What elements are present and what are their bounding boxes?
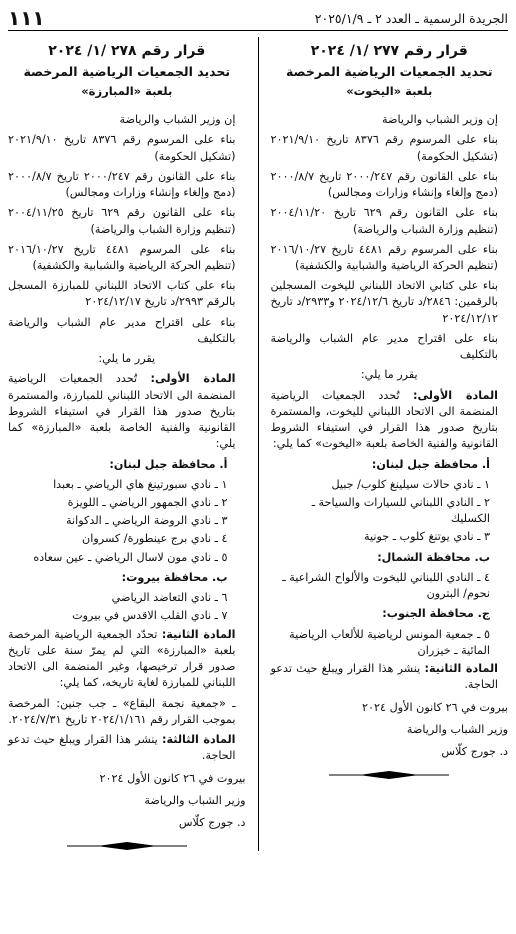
article-2: [271, 661, 509, 693]
reference-line: بناء على اقتراح مدير عام الشباب والرياضة بالتكليف: [270, 331, 498, 362]
section-heading: ج. محافظة الجنوب:: [382, 607, 490, 621]
article-label: المادة الثانية:: [161, 627, 236, 641]
decision-subtitle: تحديد الجمعيات الرياضية المرخصة: [285, 64, 493, 80]
signer-title: وزير الشباب والرياضة: [144, 793, 246, 807]
article-label: المادة الأولى:: [150, 372, 236, 386]
reference-line: بناء على كتابي الاتحاد اللبناني لليخوت المسجلين بالرقمين: ٢٨٤٦/د تاريخ ٢٠٢٤/١٢/٦ و٢٩٣٣/د تاريخ ٢٠٢٤/١٢/١٢: [270, 279, 498, 325]
article-3: [8, 732, 246, 764]
decision-sport: بلعبة «اليخوت»: [346, 84, 433, 99]
reference-line: بناء على كتاب الاتحاد اللبناني للمبارزة المسجل بالرقم ٢٩٩٣/د تاريخ ٢٠٢٤/١٢/١٧: [8, 279, 236, 309]
section-heading: أ. محافظة جبل لبنان:: [109, 457, 228, 471]
reference-line: بناء على القانون رقم ٢٠٠٠/٢٤٧ تاريخ ٢٠٠٠/٨/٧ (دمج وإلغاء وإنشاء وزارات ومجالس): [8, 169, 236, 200]
club-item: ١ ـ نادي حالات سيلينغ كلوب/ جبيل: [331, 477, 490, 491]
article-label: المادة الثالثة:: [162, 733, 236, 747]
article-1: [271, 388, 509, 453]
authority-line: إن وزير الشباب والرياضة: [119, 113, 236, 127]
article-text: تُحدد الجمعيات الرياضية المنضمة الى الاتحاد اللبناني لليخوت، والمستمرة بتاريخ صدور هذا القرار في استيفاء الشروط القانونية والفنية الخاصة بلعبة «اليخوت» كما يلي:: [270, 388, 498, 451]
article-text: تُحدد الجمعيات الرياضية المنضمة الى الاتحاد اللبناني للمبارزة، والمستمرة بتاريخ صدور هذا القرار في استيفاء الشروط القانونية والفنية الخاصة بلعبة «المبارزة» كما يلي:: [8, 372, 236, 451]
signer-name: د. جورج كلّاس: [441, 745, 508, 759]
article-text: تحدّد الجمعية الرياضية المرخصة بلعبة «المبارزة» التي لم يمرّ سنة على تاريخ صدور قرار ترخيصها، وغير المنضمة الى الاتحاد اللبناني للمبارزة لغاية تاريخه، كما يلي:: [8, 627, 236, 690]
reference-line: بناء على المرسوم رقم ٨٣٧٦ تاريخ ٢٠٢١/٩/١٠ (تشكيل الحكومة): [270, 133, 498, 163]
decision-277: [263, 37, 509, 851]
place-date: بيروت في ٢٦ كانون الأول ٢٠٢٤: [99, 771, 246, 785]
club-item: ٣ ـ نادي يوتنغ كلوب ـ جونية: [363, 530, 490, 544]
signer-name: د. جورج كلّاس: [178, 816, 246, 829]
decides-line: يقرر ما يلي:: [98, 352, 156, 366]
section-heading: ب. محافظة بيروت:: [121, 570, 228, 584]
article-label: المادة الأولى:: [413, 388, 498, 402]
reference-line: بناء على القانون رقم ٢٠٠٠/٢٤٧ تاريخ ٢٠٠٠/٨/٧ (دمج وإلغاء وإنشاء وزارات ومجالس): [270, 169, 498, 200]
article-label: المادة الثانية:: [424, 662, 498, 676]
article-text: ينشر هذا القرار ويبلغ حيث تدعو الحاجة.: [8, 733, 236, 763]
section-heading: ب. محافظة الشمال:: [377, 550, 490, 564]
club-item: ٧ ـ نادي القلب الاقدس في بيروت: [72, 609, 228, 623]
reference-line: بناء على المرسوم رقم ٨٣٧٦ تاريخ ٢٠٢١/٩/١٠ (تشكيل الحكومة): [8, 133, 236, 163]
page-number: ١١١: [8, 6, 45, 30]
reference-line: بناء على المرسوم ٤٤٨١ تاريخ ٢٠١٦/١٠/٢٧ (تنظيم الحركة الرياضية والشبابية والكشفية): [8, 242, 236, 272]
club-item: ٤ ـ نادي برج عينطورة/ كسروان: [82, 532, 228, 546]
club-item: ٤ ـ النادي اللبناني لليخوت والألواح الشراعية ـ نحوم/ البترون: [282, 570, 490, 601]
club-item: ٥ ـ جمعية المونس لرياضية للألعاب الرياضية المائية ـ خيزران: [289, 627, 490, 657]
club-item: ٢ ـ نادي الجمهور الرياضي ـ اللويزة: [67, 496, 228, 510]
columns: [8, 37, 508, 851]
authority-line: إن وزير الشباب والرياضة: [381, 113, 498, 127]
article-2-item: ـ «جمعية نجمة البقاع» ـ جب جنين: المرخصة بموجب القرار رقم ٢٠٢٤/١/١٦١ تاريخ ٢٠٢٤/٧/٣١.: [8, 696, 236, 726]
signer-title: وزير الشباب والرياضة: [406, 722, 508, 736]
page-header: [8, 6, 508, 31]
reference-line: بناء على القانون رقم ٦٢٩ تاريخ ٢٠٠٤/١١/٢٥ (تنظيم وزارة الشباب والرياضة): [8, 206, 236, 236]
ornament-divider: [329, 770, 449, 780]
club-item: ٢ ـ النادي اللبناني للسيارات والسياحة ـ الكسليك: [311, 496, 490, 526]
club-item: ٦ ـ نادي التعاضد الرياضي: [111, 591, 228, 605]
gazette-title: الجريدة الرسمية ـ العدد ٢ ـ ٢٠٢٥/١/٩: [314, 10, 508, 26]
decision-278: [8, 37, 254, 851]
decision-title: قرار رقم ٢٧٧ /١/ ٢٠٢٤: [310, 43, 468, 59]
article-2: [8, 627, 246, 692]
place-date: بيروت في ٢٦ كانون الأول ٢٠٢٤: [361, 700, 508, 714]
decision-title: قرار رقم ٢٧٨ /١/ ٢٠٢٤: [48, 43, 206, 59]
column-divider: [258, 37, 259, 851]
club-item: ١ ـ نادي سبورتينغ هاي الرياضي ـ بعبدا: [53, 477, 228, 491]
reference-line: بناء على المرسوم رقم ٤٤٨١ تاريخ ٢٠١٦/١٠/٢٧ (تنظيم الحركة الرياضية والشبابية والكشفية): [270, 242, 498, 272]
decision-sport: بلعبة «المبارزة»: [81, 84, 173, 99]
club-item: ٣ ـ نادي الروضة الرياضي ـ الدكوانة: [66, 514, 228, 528]
section-heading: أ. محافظة جبل لبنان:: [371, 457, 490, 471]
reference-line: بناء على القانون رقم ٦٢٩ تاريخ ٢٠٠٤/١١/٢٠ (تنظيم وزارة الشباب والرياضة): [270, 206, 499, 236]
decision-subtitle: تحديد الجمعيات الرياضية المرخصة: [23, 64, 231, 80]
article-1: [8, 371, 246, 452]
ornament-divider: [67, 841, 187, 851]
decides-line: يقرر ما يلي:: [360, 368, 418, 382]
article-text: ينشر هذا القرار ويبلغ حيث تدعو الحاجة.: [270, 662, 498, 692]
club-item: ٥ ـ نادي مون لاسال الرياضي ـ عين سعاده: [33, 550, 228, 564]
reference-line: بناء على اقتراح مدير عام الشباب والرياضة بالتكليف: [8, 315, 236, 345]
